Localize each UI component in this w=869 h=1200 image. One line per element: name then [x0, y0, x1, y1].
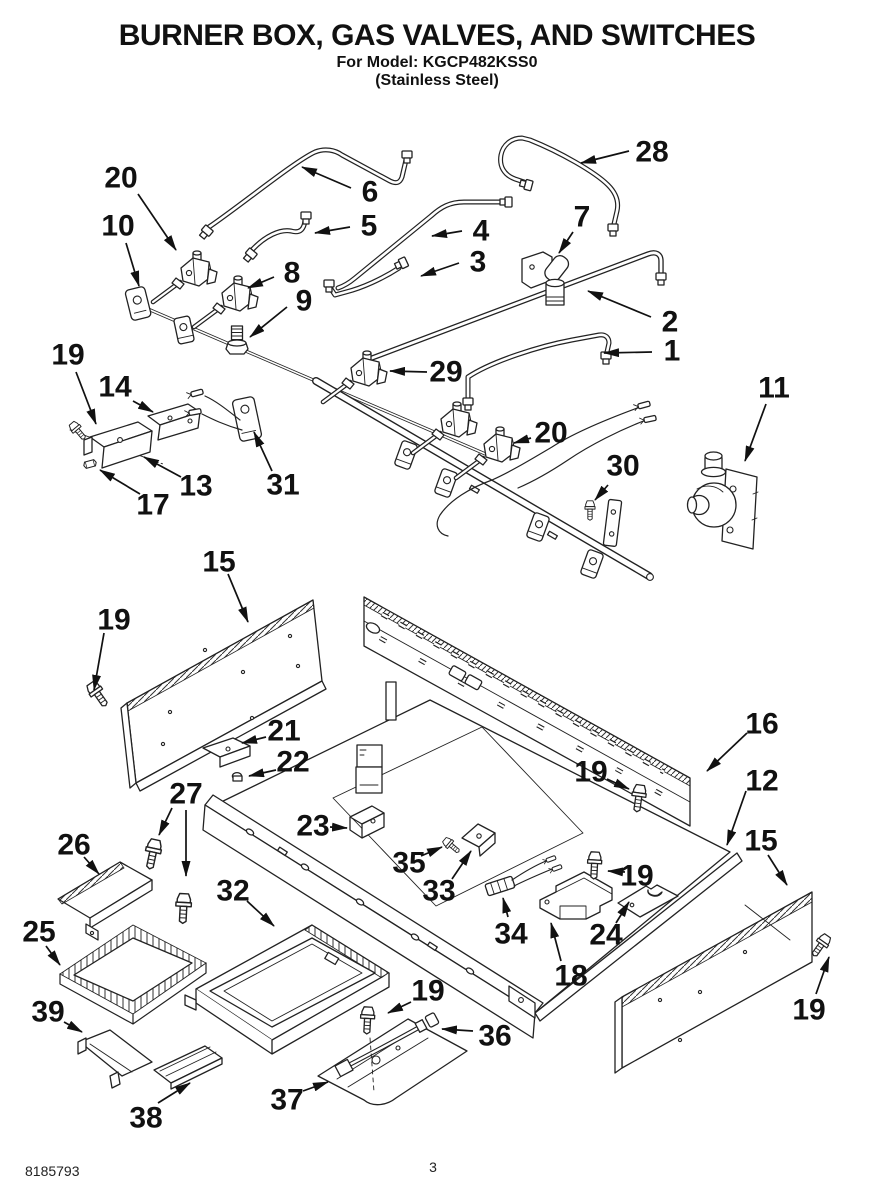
callout-2	[588, 291, 678, 339]
page-number: 3	[429, 1159, 437, 1175]
gas-tube-28	[501, 138, 618, 236]
pressure-regulator-11	[688, 452, 759, 549]
screw-27a	[142, 838, 163, 870]
igniter-plate-37	[318, 1019, 467, 1105]
callout-number-7: 7	[573, 200, 591, 234]
callout-3	[421, 246, 486, 279]
callout-number-12: 12	[745, 764, 779, 798]
callout-number-14: 14	[98, 370, 132, 404]
callout-5	[315, 210, 377, 243]
title-block	[119, 19, 756, 89]
callout-number-19: 19	[411, 974, 445, 1008]
callout-number-30: 30	[606, 449, 640, 483]
callout-11	[745, 372, 790, 462]
callout-1	[604, 335, 680, 368]
callout-number-39: 39	[31, 995, 65, 1029]
callout-22	[249, 746, 310, 779]
page-title: BURNER BOX, GAS VALVES, AND SWITCHES	[118, 19, 756, 52]
footer	[25, 1159, 437, 1179]
callout-number-19: 19	[620, 859, 654, 893]
channel-38	[154, 1046, 222, 1089]
callout-number-2: 2	[661, 305, 679, 339]
callout-16	[707, 708, 779, 772]
callout-number-8: 8	[283, 256, 301, 290]
callout-19	[51, 339, 96, 425]
callout-number-24: 24	[589, 918, 623, 952]
callout-number-10: 10	[101, 209, 135, 243]
gas-tube-5	[242, 212, 311, 263]
callout-number-19: 19	[792, 993, 826, 1027]
callout-number-35: 35	[392, 846, 426, 880]
callout-number-32: 32	[216, 874, 250, 908]
callout-number-25: 25	[22, 915, 56, 949]
callout-31	[254, 432, 300, 502]
callout-28	[581, 136, 669, 169]
callout-number-20: 20	[534, 416, 568, 450]
callout-number-4: 4	[472, 214, 490, 248]
callout-number-18: 18	[554, 959, 588, 993]
callout-19	[388, 975, 445, 1014]
callout-number-36: 36	[478, 1019, 512, 1053]
callout-20	[514, 417, 568, 450]
mesh-tray-25	[60, 925, 206, 1024]
burner-pan-32	[185, 925, 389, 1054]
callout-number-15: 15	[202, 545, 236, 579]
callout-10	[101, 210, 139, 287]
bolt-19-panel-left	[85, 680, 112, 710]
callout-number-16: 16	[745, 707, 779, 741]
callout-7	[559, 201, 590, 254]
mounting-bracket-10	[125, 286, 152, 321]
callout-39	[31, 996, 82, 1033]
callout-8	[248, 257, 300, 290]
callout-32	[216, 875, 274, 927]
callout-number-27: 27	[169, 777, 203, 811]
screw-27b	[175, 893, 192, 923]
callout-number-37: 37	[270, 1083, 304, 1117]
callout-number-6: 6	[361, 175, 379, 209]
callout-number-26: 26	[57, 828, 91, 862]
document-number: 8185793	[25, 1163, 80, 1179]
callout-number-19: 19	[574, 755, 608, 789]
callout-19	[94, 604, 131, 691]
callout-6	[302, 167, 378, 209]
callout-number-19: 19	[97, 603, 131, 637]
callout-number-1: 1	[663, 334, 681, 368]
model-line: For Model: KGCP482KSS0	[336, 54, 538, 71]
switch-cluster	[68, 404, 200, 469]
callout-number-34: 34	[494, 917, 528, 951]
callout-38	[129, 1083, 190, 1135]
callout-17	[100, 470, 170, 522]
screw-9	[226, 326, 248, 354]
callout-27	[159, 778, 203, 877]
callout-number-11: 11	[758, 371, 790, 405]
gas-manifold-assembly	[68, 135, 758, 580]
callout-number-22: 22	[276, 745, 310, 779]
callout-number-21: 21	[267, 714, 301, 748]
callout-number-19: 19	[51, 338, 85, 372]
callout-number-28: 28	[635, 135, 669, 169]
callout-9	[250, 285, 312, 338]
nut-22	[232, 773, 242, 781]
callout-30	[595, 450, 640, 501]
manifold-pipe	[316, 381, 653, 580]
bolt-19-igniter	[360, 1007, 375, 1035]
callout-number-3: 3	[469, 245, 487, 279]
callout-number-33: 33	[422, 874, 456, 908]
callout-29	[390, 356, 463, 389]
callout-14	[98, 371, 153, 413]
spark-module-box	[356, 745, 382, 793]
callout-15	[744, 825, 787, 886]
callout-number-29: 29	[429, 355, 463, 389]
callout-number-38: 38	[129, 1101, 163, 1135]
screw-30	[585, 501, 595, 520]
callout-number-5: 5	[360, 209, 378, 243]
callout-15	[202, 546, 248, 623]
callout-number-20: 20	[104, 161, 138, 195]
callout-25	[22, 916, 60, 966]
gas-tube-1	[463, 335, 611, 410]
panel-39	[78, 1030, 152, 1088]
finish-line: (Stainless Steel)	[375, 72, 499, 89]
callout-number-9: 9	[295, 284, 313, 318]
callout-number-23: 23	[296, 809, 330, 843]
callout-4	[432, 215, 490, 248]
callout-number-15: 15	[744, 824, 778, 858]
callout-26	[57, 829, 99, 875]
callout-37	[270, 1082, 328, 1117]
callout-number-31: 31	[266, 468, 300, 502]
nut-17	[83, 459, 97, 468]
callout-number-17: 17	[136, 488, 170, 522]
callout-number-13: 13	[179, 469, 213, 503]
